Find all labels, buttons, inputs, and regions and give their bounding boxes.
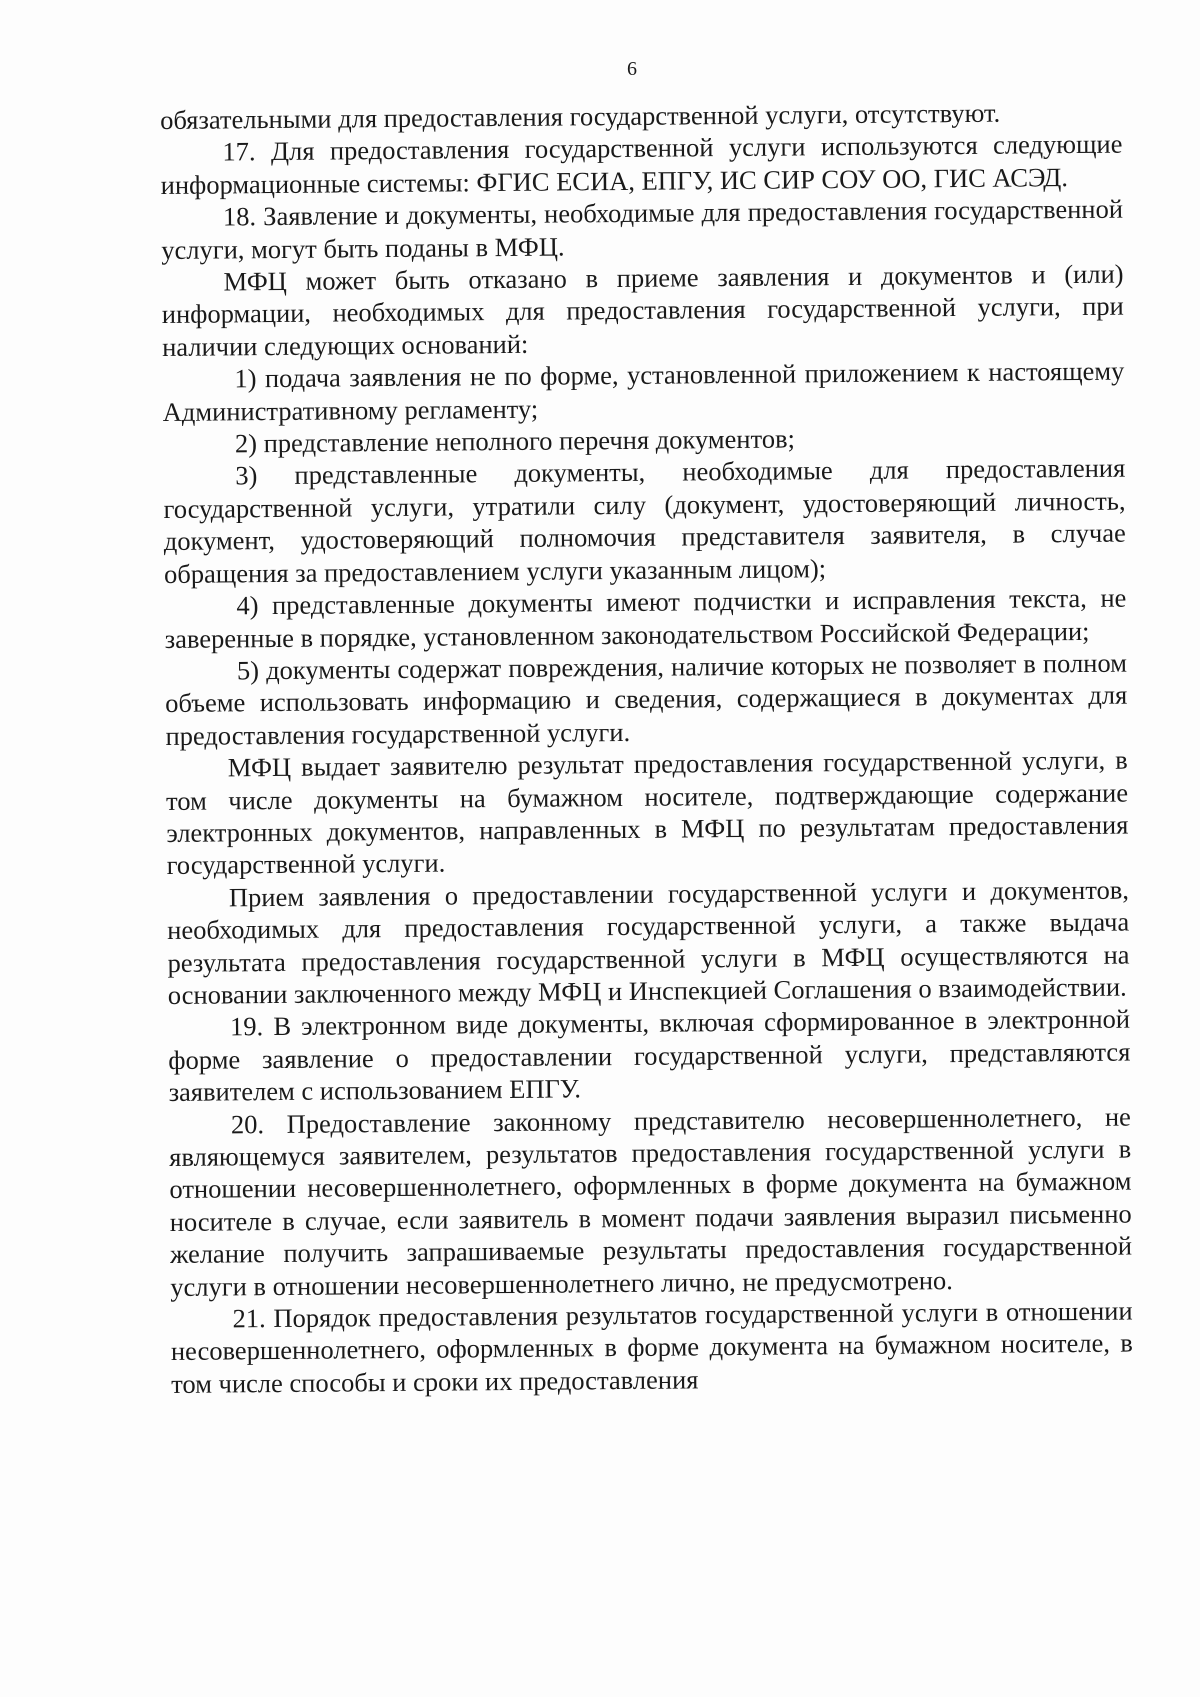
paragraph-reception: Прием заявления о предоставлении государственной услуги и документов, необходимых для предоставления государственной услуги, а также выдача результата предоставления государственной услуги в МФЦ осуществляются на основании заключенного между МФЦ и Инспекцией Соглашения о взаимодействии. xyxy=(167,874,1130,1010)
paragraph-continuation: обязательными для предоставления государственной услуги, отсутствуют. xyxy=(160,97,1001,135)
document-body xyxy=(160,96,1133,1401)
paragraph-17: 17. Для предоставления государственной услуги используются следующие информационные системы: ФГИС ЕСИА, ЕПГУ, ИС СИР СОУ ОО, ГИС АСЭД. xyxy=(160,129,1123,200)
list-item-1: 1) подача заявления не по форме, установленной приложением к настоящему Административному регламенту; xyxy=(162,355,1125,427)
paragraph-mfc-result: МФЦ выдает заявителю результат предоставления государственной услуги, в том числе документы на бумажном носителе, подтверждающие содержание электронных документов, направленных в МФЦ по результатам предоставления государственной услуги. xyxy=(165,744,1129,881)
paragraph-21: 21. Порядок предоставления результатов государственной услуги в отношении несовершеннолетнего, оформленных в форме документа на бумажном носителе, в том числе способы и сроки их предоставления xyxy=(170,1295,1133,1399)
paragraph-20: 20. Предоставление законному представителю несовершеннолетнего, не являющемуся заявителем, результатов предоставления государственной услуги в отношении несовершеннолетнего, оформленных в форме документа на бумажном носителе в случае, если заявитель в момент подачи заявления выразил письменно желание получить запрашиваемые результаты предоставления государственной услуги в отношении несовершеннолетнего лично, не предусмотрено. xyxy=(169,1101,1133,1302)
list-item-2: 2) представление неполного перечня документов; xyxy=(234,423,796,459)
list-item-4: 4) представленные документы имеют подчистки и исправления текста, не заверенные в порядке, установленном законодательством Российской Федерации; xyxy=(164,582,1127,654)
paragraph-19: 19. В электронном виде документы, включая сформированное в электронной форме заявление о предоставлении государственной услуги, представляются заявителем с использованием ЕПГУ. xyxy=(168,1003,1131,1108)
page-number: 6 xyxy=(627,58,637,80)
paragraph-mfc-refusal: МФЦ может быть отказано в приеме заявления и документов и (или) информации, необходимых для предоставления государственной услуги, при наличии следующих оснований: xyxy=(161,258,1124,362)
paragraph-18: 18. Заявление и документы, необходимые для предоставления государственной услуги, могут быть поданы в МФЦ. xyxy=(161,193,1124,265)
list-item-3: 3) представленные документы, необходимые для предоставления государственной услуги, утратили силу (документ, удостоверяющий личность, документ, удостоверяющий полномочия представителя заявителя, в случае обращения за предоставлением услуги указанным лицом); xyxy=(163,453,1126,589)
list-item-5: 5) документы содержат повреждения, наличие которых не позволяет в полном объеме использовать информацию и сведения, содержащиеся в документах для предоставления государственной услуги. xyxy=(165,647,1128,751)
